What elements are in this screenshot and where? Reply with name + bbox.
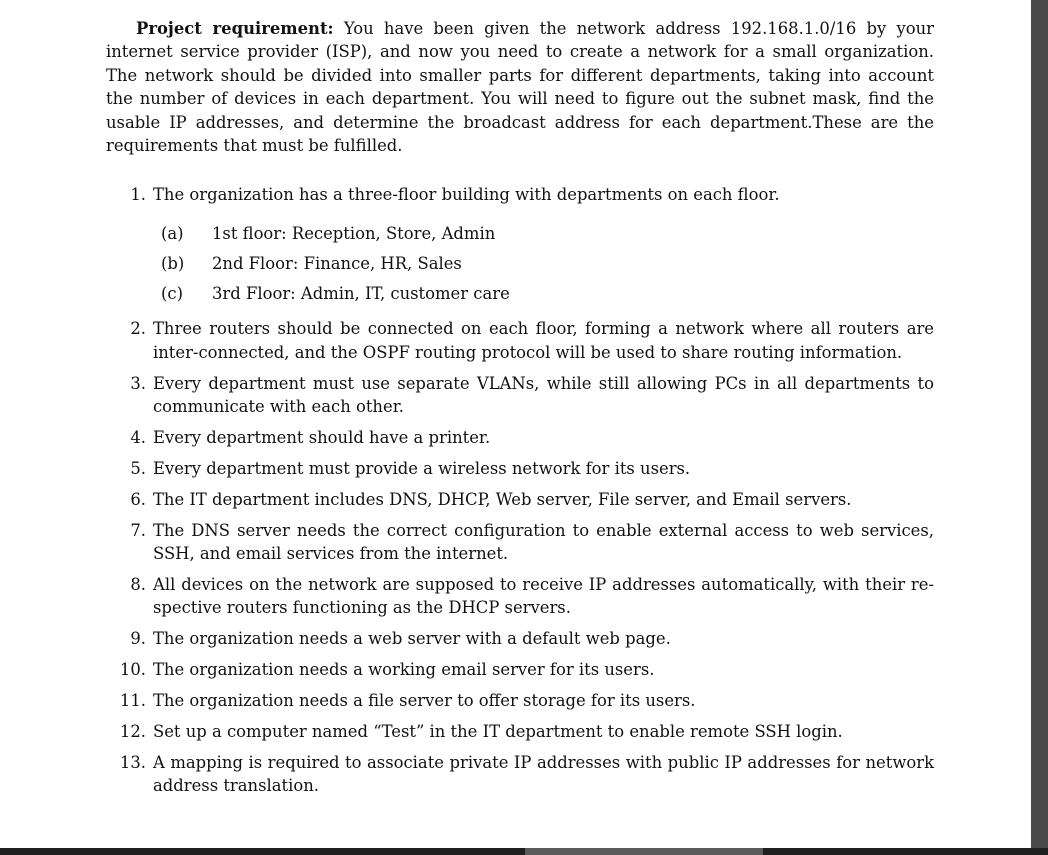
sub-list-item [153,282,934,305]
list-item-text: The IT department includes DNS, DHCP, Web server, File server, and Email servers. [153,489,852,509]
requirements-list [106,183,934,797]
list-item-text: The organization needs a working email server for its users. [153,660,655,680]
list-item-text: All devices on the network are supposed to receive IP addresses automatically, with their re-spective routers functioning as the DHCP servers. [153,574,934,618]
list-item [106,183,934,305]
list-item-number: 10. [119,660,146,680]
list-item [106,317,934,364]
viewer-right-gutter [1031,0,1048,848]
list-item-text: Every department should have a printer. [153,427,491,447]
list-item-number: 8. [130,574,146,594]
intro-paragraph [106,17,934,157]
sub-list-item-text: 3rd Floor: Admin, IT, customer care [212,283,510,303]
list-item [106,488,934,511]
list-item-number: 4. [130,427,146,447]
list-item [106,720,934,743]
list-item-number: 1. [130,185,146,205]
intro-heading: Project requirement: [136,19,334,38]
floor-sublist [153,222,934,305]
viewer-bottom-bar [0,848,1048,855]
list-item-number: 7. [130,520,146,540]
sub-list-item-label: (c) [161,283,183,303]
list-item-text: The organization needs a web server with a default web page. [153,629,671,649]
list-item-number: 3. [130,373,146,393]
list-item [106,627,934,650]
sub-list-item-label: (a) [161,223,184,243]
list-item-text: Set up a computer named “Test” in the IT department to enable remote SSH login. [153,721,843,741]
list-item-text: The organization has a three-floor building with departments on each floor. [153,185,780,205]
list-item-number: 9. [130,629,146,649]
list-item-text: The organization needs a file server to offer storage for its users. [153,691,696,711]
list-item [106,658,934,681]
sub-list-item-text: 1st floor: Reception, Store, Admin [212,223,496,243]
list-item-text: Every department must use separate VLANs, while still allowing PCs in all departments to communicate with each other. [153,373,934,416]
list-item-number: 11. [119,691,146,711]
list-item-text: Every department must provide a wireless network for its users. [153,458,691,478]
list-item-text: A mapping is required to associate private IP addresses with public IP addresses for network address translation. [153,752,934,796]
list-item-number: 13. [119,752,146,772]
list-item [106,573,934,620]
list-item [106,689,934,712]
list-item-text: Three routers should be connected on each floor, forming a network where all routers are inter-connected, and the OSPF routing protocol will be used to share routing information. [153,319,934,362]
list-item [106,426,934,449]
list-item-number: 2. [130,319,146,339]
sub-list-item-label: (b) [161,253,185,273]
horizontal-scrollbar-thumb[interactable] [525,848,763,855]
list-item-text: The DNS server needs the correct configuration to enable external access to web services, SSH, and email services from the internet. [153,520,934,563]
list-item [106,519,934,566]
list-item [106,372,934,419]
list-item [106,751,934,798]
intro-text: You have been given the network address 192.168.1.0/16 by your internet service provider (ISP), and now you need to create a network for a small organization. The network should be divided into smaller parts for different departments, taking into account the number of devices in each department. You will need to figure out the subnet mask, find the usable IP addresses, and determine the broadcast address for each department.These are the requirements that must be fulfilled. [106,19,934,156]
sub-list-item [153,252,934,275]
list-item [106,457,934,480]
list-item-number: 6. [130,489,146,509]
list-item-number: 12. [119,721,146,741]
sub-list-item-text: 2nd Floor: Finance, HR, Sales [212,253,462,273]
list-item-number: 5. [130,458,146,478]
sub-list-item [153,222,934,245]
